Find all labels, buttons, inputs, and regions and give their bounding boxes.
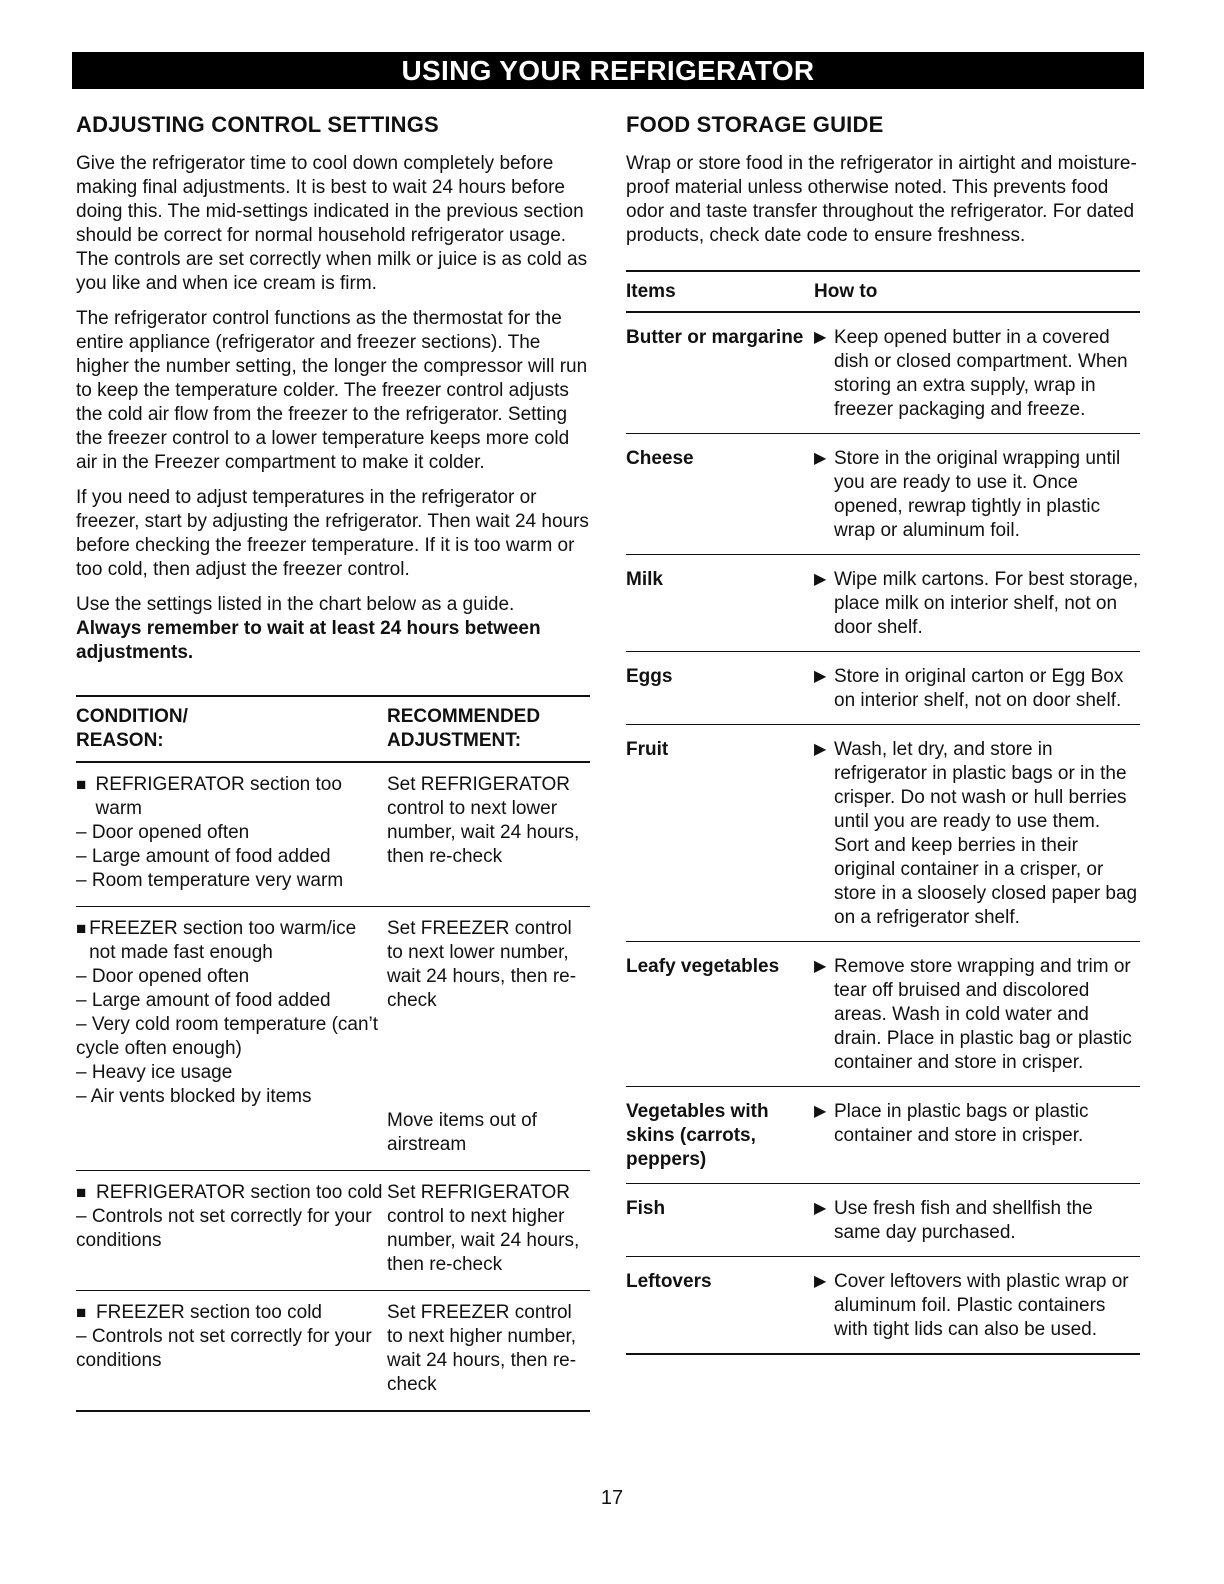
paragraph: The refrigerator control functions as the thermostat for the entire appliance (refrigerator and freezer sections). The higher the number setting, the longer the compressor will run to keep the temperature colder. The freezer control adjusts the cold air flow from the freezer to the refrigerator. Setting the freezer control to a lower temperature keeps more cold air in the Freezer compartment to make it colder. (76, 308, 588, 473)
table-row (76, 1291, 590, 1412)
reason-item: – Heavy ice usage (76, 1062, 233, 1083)
reason-item: – Controls not set correctly for your conditions (76, 1206, 372, 1251)
intro-paragraph: Wrap or store food in the refrigerator in airtight and moisture-proof material unless otherwise noted. This prevents food odor and taste transfer throughout the refrigerator. For dated products, check date code to ensure freshness. (626, 153, 1137, 246)
condition-title: REFRIGERATOR section too cold (96, 1182, 383, 1203)
header-text: ADJUSTMENT: (387, 730, 522, 751)
table-row (626, 652, 1140, 725)
adjusting-heading: ADJUSTING CONTROL SETTINGS (76, 112, 439, 137)
item-cell: Leafy vegetables (626, 956, 780, 977)
condition-cell (76, 917, 387, 1157)
item-cell: Cheese (626, 448, 694, 469)
header-text: CONDITION/ (76, 706, 188, 727)
adjustment-text: Move items out of airstream (387, 1110, 537, 1155)
triangle-bullet-icon: ▶ (814, 450, 827, 467)
howto-cell: Store in the original wrapping until you are ready to use it. Once opened, rewrap tightly in plastic wrap or aluminum foil. (834, 448, 1121, 541)
reason-item: – Very cold room temperature (can’t cycle often enough) (76, 1014, 379, 1059)
howto-header: How to (814, 281, 878, 302)
triangle-bullet-icon: ▶ (814, 329, 827, 346)
howto-cell: Wipe milk cartons. For best storage, place milk on interior shelf, not on door shelf. (834, 569, 1139, 638)
square-bullet-icon: ■ (76, 1183, 87, 1202)
triangle-bullet-icon: ▶ (814, 1103, 827, 1120)
howto-cell: Cover leftovers with plastic wrap or aluminum foil. Plastic containers with tight lids can also be used. (834, 1271, 1129, 1340)
reason-item: – Door opened often (76, 822, 250, 843)
condition-cell (76, 1181, 387, 1277)
reason-item: – Large amount of food added (76, 990, 331, 1011)
howto-cell: Wash, let dry, and store in refrigerator in plastic bags or in the crisper. Do not wash or hull berries until you are ready to use them. Sort and keep berries in their original container in a crisper, or store in a sloosely closed paper bag on a refrigerator shelf. (834, 739, 1138, 928)
condition-header (76, 705, 387, 753)
reason-item: – Air vents blocked by items (76, 1086, 312, 1107)
table-row (626, 1087, 1140, 1184)
food-storage-column (626, 112, 1140, 1355)
food-storage-heading: FOOD STORAGE GUIDE (626, 112, 884, 137)
triangle-bullet-icon: ▶ (814, 741, 827, 758)
table-row (626, 725, 1140, 942)
header-text: RECOMMENDED (387, 706, 541, 727)
reason-item: – Large amount of food added (76, 846, 331, 867)
item-cell: Vegetables with skins (carrots, peppers) (626, 1101, 769, 1170)
square-bullet-icon: ■ (76, 1303, 87, 1322)
triangle-bullet-icon: ▶ (814, 668, 827, 685)
howto-cell: Keep opened butter in a covered dish or closed compartment. When storing an extra supply, wrap in freezer packaging and freeze. (834, 327, 1128, 420)
guide-text: Use the settings listed in the chart below as a guide. (76, 594, 515, 615)
reason-item: – Room temperature very warm (76, 870, 344, 891)
triangle-bullet-icon: ▶ (814, 571, 827, 588)
howto-cell: Remove store wrapping and trim or tear off bruised and discolored areas. Wash in cold water and drain. Place in plastic bag or plastic container and store in crisper. (834, 956, 1132, 1073)
table-row (76, 907, 590, 1171)
condition-cell (76, 773, 387, 893)
condition-title: FREEZER section too cold (96, 1302, 322, 1323)
item-cell: Leftovers (626, 1271, 712, 1292)
adjustment-header (387, 705, 590, 753)
section-banner: USING YOUR REFRIGERATOR (72, 52, 1144, 89)
square-bullet-icon: ■ (76, 775, 87, 794)
adjustment-cell: Set REFRIGERATOR control to next lower number, wait 24 hours, then re-check (387, 774, 580, 867)
item-cell: Fish (626, 1198, 666, 1219)
paragraph: Give the refrigerator time to cool down completely before making final adjustments. It is best to wait 24 hours before doing this. The mid-settings indicated in the previous section should be correct for normal household refrigerator usage. The controls are set correctly when milk or juice is as cold as you like and when ice cream is firm. (76, 153, 588, 294)
adjustment-cell: Set FREEZER control to next higher number, wait 24 hours, then re-check (387, 1302, 577, 1395)
table-row (626, 942, 1140, 1087)
condition-title: FREEZER section too warm/ice not made fast enough (89, 918, 357, 963)
condition-title: REFRIGERATOR section too warm (95, 774, 342, 819)
table-header (626, 272, 1140, 313)
table-row (76, 763, 590, 907)
triangle-bullet-icon: ▶ (814, 1273, 827, 1290)
bold-reminder: Always remember to wait at least 24 hours between adjustments. (76, 618, 541, 663)
table-row (626, 434, 1140, 555)
table-row (626, 313, 1140, 434)
table-row (76, 1171, 590, 1291)
adjusting-controls-column (76, 112, 590, 1412)
table-row (626, 1257, 1140, 1355)
table-row (626, 555, 1140, 652)
item-cell: Fruit (626, 739, 669, 760)
paragraph (76, 593, 590, 665)
header-text: REASON: (76, 730, 164, 751)
item-cell: Eggs (626, 666, 673, 687)
adjustment-cell (387, 917, 590, 1157)
triangle-bullet-icon: ▶ (814, 1200, 827, 1217)
howto-cell: Place in plastic bags or plastic container and store in crisper. (834, 1101, 1089, 1146)
item-cell: Milk (626, 569, 663, 590)
adjustment-cell: Set REFRIGERATOR control to next higher number, wait 24 hours, then re-check (387, 1182, 580, 1275)
triangle-bullet-icon: ▶ (814, 958, 827, 975)
page-number: 17 (600, 1487, 624, 1509)
condition-cell (76, 1301, 387, 1397)
table-header (76, 697, 590, 763)
paragraph: If you need to adjust temperatures in the refrigerator or freezer, start by adjusting the refrigerator. Then wait 24 hours before checking the freezer temperature. If it is too warm or too cold, then adjust the freezer control. (76, 487, 589, 580)
square-bullet-icon: ■ (76, 919, 87, 938)
condition-table (76, 695, 590, 1412)
howto-cell: Store in original carton or Egg Box on interior shelf, not on door shelf. (834, 666, 1124, 711)
table-row (626, 1184, 1140, 1257)
adjustment-text: Set FREEZER control to next lower number, wait 24 hours, then re-check (387, 918, 577, 1011)
items-header: Items (626, 281, 676, 302)
item-cell: Butter or margarine (626, 327, 804, 348)
food-storage-table (626, 270, 1140, 1355)
reason-item: – Door opened often (76, 966, 250, 987)
howto-cell: Use fresh fish and shellfish the same day purchased. (834, 1198, 1093, 1243)
reason-item: – Controls not set correctly for your conditions (76, 1326, 372, 1371)
